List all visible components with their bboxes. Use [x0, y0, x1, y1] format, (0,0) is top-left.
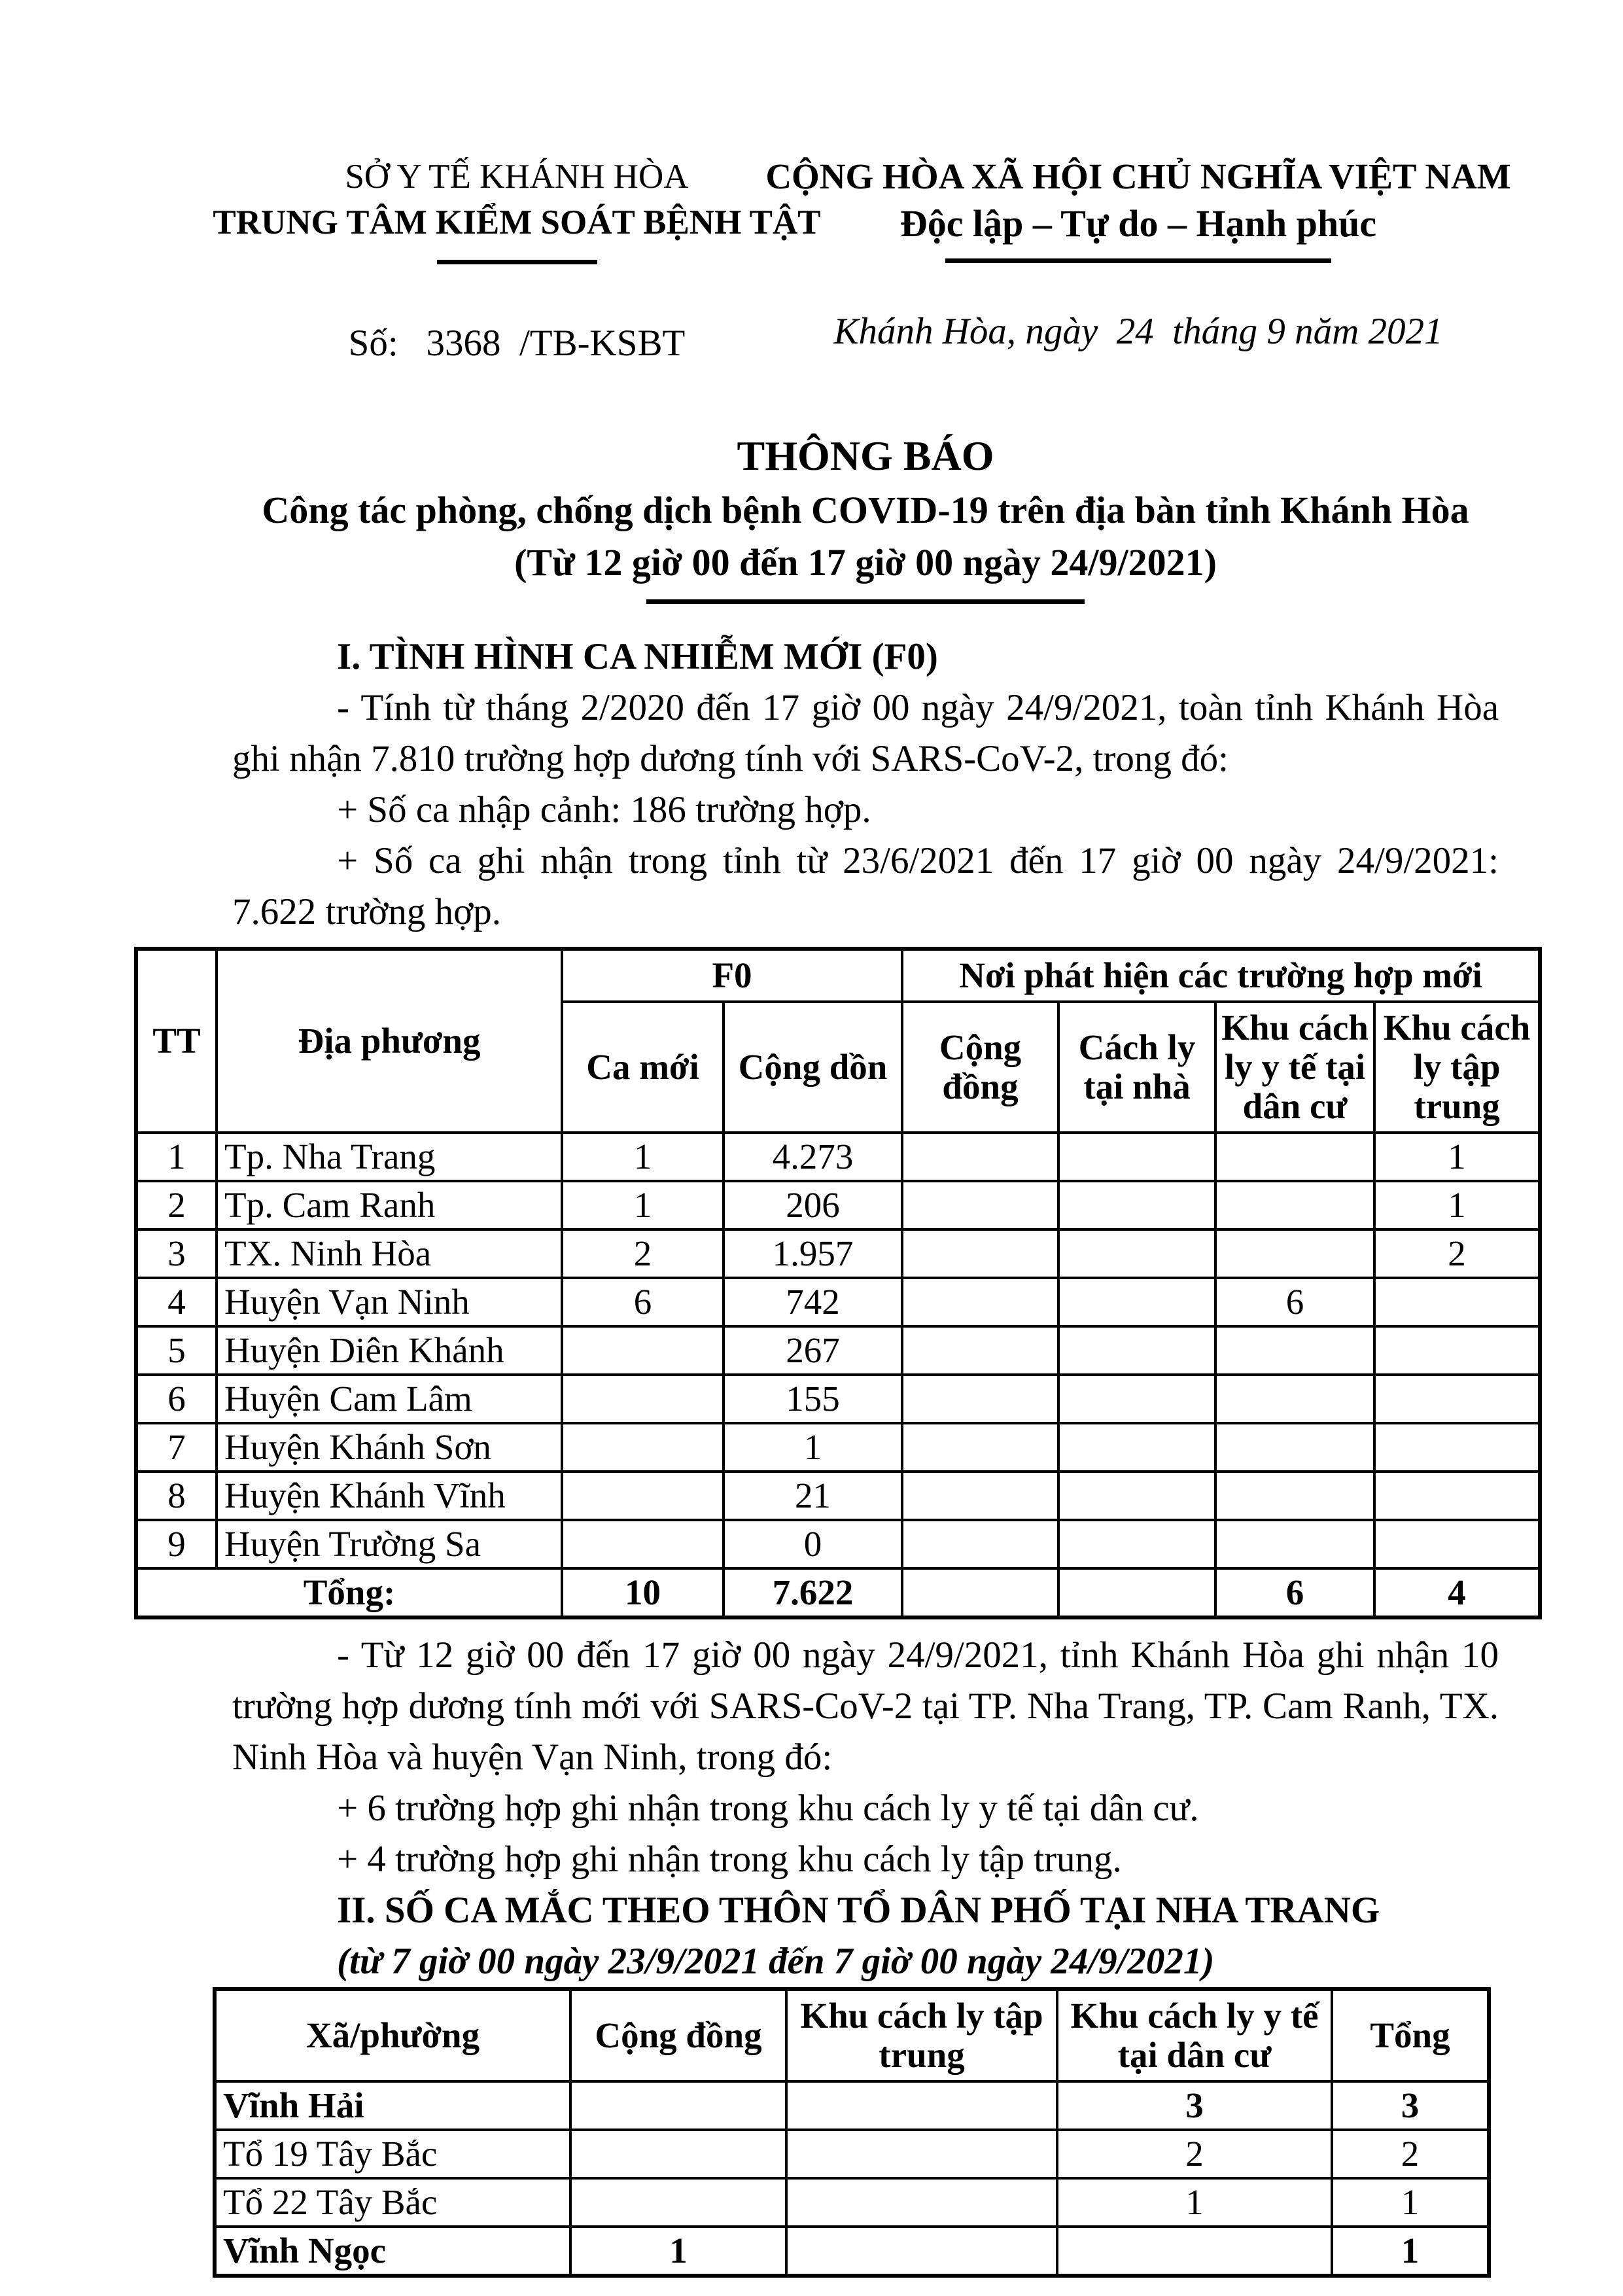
- cell-ca-moi: 6: [562, 1278, 724, 1326]
- cell-cach-ly-tai-nha: [1058, 1375, 1215, 1423]
- cell-cong-don: 1.957: [724, 1229, 902, 1278]
- cell-cong-dong: [902, 1181, 1058, 1229]
- cell-khu-tap-trung: [786, 2130, 1057, 2178]
- cell-ward-name: Tổ 22 Tây Bắc: [215, 2178, 570, 2227]
- cell-khu-y-te: 3: [1057, 2081, 1332, 2130]
- cell-dia-phuong: Tp. Nha Trang: [217, 1133, 562, 1181]
- cell-cong-dong: [902, 1423, 1058, 1472]
- cell-cach-ly-tai-nha: [1058, 1326, 1215, 1375]
- cell-khu-tap-trung: [1374, 1472, 1540, 1520]
- cell-cach-ly-tai-nha: [1058, 1133, 1215, 1181]
- cell-cong-dong: [902, 1472, 1058, 1520]
- table1-total-row: [136, 1568, 1540, 1617]
- column-header-cong-dong: Cộng đồng: [902, 1002, 1058, 1133]
- document-title-block: [232, 428, 1499, 604]
- cell-dia-phuong: Huyện Khánh Vĩnh: [217, 1472, 562, 1520]
- column-header-khu-y-te: Khu cách ly y tế tại dân cư: [1057, 1989, 1332, 2081]
- national-motto-block: [733, 154, 1544, 353]
- cell-cach-ly-tai-nha: [1058, 1278, 1215, 1326]
- cell-cong-dong: [570, 2178, 786, 2227]
- section2-paragraph-3: + 4 trường hợp ghi nhận trong khu cách ly tập trung.: [337, 1839, 1122, 1880]
- cell-tt: 2: [136, 1181, 217, 1229]
- covid-cases-by-locality-table: [134, 947, 1542, 1619]
- cell-tt: 4: [136, 1278, 217, 1326]
- cell-cong-dong: [902, 1133, 1058, 1181]
- cell-khu-tap-trung: 1: [1374, 1181, 1540, 1229]
- cell-khu-tap-trung: 1: [1374, 1133, 1540, 1181]
- cell-khu-tap-trung: [1374, 1326, 1540, 1375]
- cell-cong-dong: [902, 1278, 1058, 1326]
- cell-khu-y-te: 1: [1057, 2178, 1332, 2227]
- column-header-dia-phuong: Địa phương: [217, 949, 562, 1133]
- column-group-f0: F0: [562, 949, 902, 1002]
- cell-ward-name: Tổ 19 Tây Bắc: [215, 2130, 570, 2178]
- cell-ca-moi: [562, 1423, 724, 1472]
- cell-khu-tap-trung: [1374, 1278, 1540, 1326]
- column-group-noi-phat-hien: Nơi phát hiện các trường hợp mới: [902, 949, 1540, 1002]
- place-and-date: Khánh Hòa, ngày 24 tháng 9 năm 2021: [833, 311, 1443, 352]
- cell-tong: 1: [1332, 2227, 1489, 2276]
- covid-cases-by-ward-table: [213, 1987, 1491, 2278]
- cell-tt: 9: [136, 1520, 217, 1568]
- cell-tt: 7: [136, 1423, 217, 1472]
- cell-dia-phuong: Huyện Diên Khánh: [217, 1326, 562, 1375]
- column-header-khu-tap-trung: Khu cách ly tập trung: [786, 1989, 1057, 2081]
- section1: [232, 631, 1499, 938]
- cell-dia-phuong: Tp. Cam Ranh: [217, 1181, 562, 1229]
- document-number: Số: 3368 /TB-KSBT: [348, 323, 686, 364]
- cell-ca-moi: [562, 1326, 724, 1375]
- cell-tt: 8: [136, 1472, 217, 1520]
- cell-dia-phuong: Huyện Vạn Ninh: [217, 1278, 562, 1326]
- cell-total-cong-dong: [902, 1568, 1058, 1617]
- cell-tong: 2: [1332, 2130, 1489, 2178]
- cell-cong-don: 155: [724, 1375, 902, 1423]
- column-header-cong-dong: Cộng đồng: [570, 1989, 786, 2081]
- table-row: [215, 2081, 1489, 2130]
- cell-khu-y-te: [1215, 1326, 1374, 1375]
- column-header-cach-ly-tai-nha: Cách ly tại nhà: [1058, 1002, 1215, 1133]
- cell-khu-y-te: 2: [1057, 2130, 1332, 2178]
- cell-khu-y-te: [1215, 1229, 1374, 1278]
- table-row: [136, 1278, 1540, 1326]
- cell-tt: 3: [136, 1229, 217, 1278]
- cell-cong-dong: [902, 1375, 1058, 1423]
- table-row: [136, 1326, 1540, 1375]
- cell-total-khu-y-te: 6: [1215, 1568, 1374, 1617]
- column-header-khu-cach-ly-tap-trung: Khu cách ly tập trung: [1374, 1002, 1540, 1133]
- table-row: [136, 1520, 1540, 1568]
- cell-khu-y-te: [1057, 2227, 1332, 2276]
- cell-total-cach-ly-tai-nha: [1058, 1568, 1215, 1617]
- cell-khu-y-te: [1215, 1520, 1374, 1568]
- cell-cach-ly-tai-nha: [1058, 1423, 1215, 1472]
- org-name-line1: SỞ Y TẾ KHÁNH HÒA: [345, 158, 689, 196]
- table-row: [136, 1375, 1540, 1423]
- cell-ca-moi: 1: [562, 1133, 724, 1181]
- column-header-xa-phuong: Xã/phường: [215, 1989, 570, 2081]
- cell-dia-phuong: TX. Ninh Hòa: [217, 1229, 562, 1278]
- section1-heading: I. TÌNH HÌNH CA NHIỄM MỚI (F0): [337, 636, 938, 677]
- cell-cong-dong: [570, 2130, 786, 2178]
- table-row: [136, 1181, 1540, 1229]
- cell-tong: 1: [1332, 2178, 1489, 2227]
- section2-paragraph-2: + 6 trường hợp ghi nhận trong khu cách ly y tế tại dân cư.: [337, 1788, 1199, 1829]
- motto-line1: CỘNG HÒA XÃ HỘI CHỦ NGHĨA VIỆT NAM: [765, 156, 1511, 196]
- document-subtitle: Công tác phòng, chống dịch bệnh COVID-19 trên địa bàn tỉnh Khánh Hòa: [262, 489, 1469, 531]
- table-row: [215, 2227, 1489, 2276]
- cell-total-khu-tap-trung: 4: [1374, 1568, 1540, 1617]
- cell-tt: 6: [136, 1375, 217, 1423]
- cell-cong-dong: [570, 2081, 786, 2130]
- cell-tt: 5: [136, 1326, 217, 1375]
- cell-cong-don: 1: [724, 1423, 902, 1472]
- cell-khu-tap-trung: [786, 2081, 1057, 2130]
- column-header-ca-moi: Ca mới: [562, 1002, 724, 1133]
- cell-cong-dong: [902, 1229, 1058, 1278]
- table-row: [136, 1133, 1540, 1181]
- cell-khu-y-te: 6: [1215, 1278, 1374, 1326]
- section1-paragraph-2: + Số ca nhập cảnh: 186 trường hợp.: [337, 789, 871, 830]
- cell-cong-don: 0: [724, 1520, 902, 1568]
- title-underline-divider: [646, 599, 1085, 604]
- cell-cong-don: 21: [724, 1472, 902, 1520]
- cell-khu-tap-trung: [1374, 1423, 1540, 1472]
- cell-khu-tap-trung: [1374, 1375, 1540, 1423]
- section2-paragraph-1: - Từ 12 giờ 00 đến 17 giờ 00 ngày 24/9/2021, tỉnh Khánh Hòa ghi nhận 10 trường hợp dương tính mới với SARS-CoV-2 tại TP. Nha Trang, TP. Cam Ranh, TX. Ninh Hòa và huyện Vạn Ninh, trong đó:: [232, 1634, 1499, 1778]
- table-row: [136, 1229, 1540, 1278]
- cell-ca-moi: [562, 1520, 724, 1568]
- cell-khu-tap-trung: [1374, 1520, 1540, 1568]
- cell-cach-ly-tai-nha: [1058, 1520, 1215, 1568]
- cell-dia-phuong: Huyện Trường Sa: [217, 1520, 562, 1568]
- cell-ca-moi: [562, 1472, 724, 1520]
- cell-khu-y-te: [1215, 1133, 1374, 1181]
- cell-khu-y-te: [1215, 1472, 1374, 1520]
- cell-cong-dong: [902, 1520, 1058, 1568]
- cell-cong-don: 4.273: [724, 1133, 902, 1181]
- cell-tong: 3: [1332, 2081, 1489, 2130]
- table-row: [215, 2130, 1489, 2178]
- cell-dia-phuong: Huyện Cam Lâm: [217, 1375, 562, 1423]
- cell-tt: 1: [136, 1133, 217, 1181]
- cell-ward-name: Vĩnh Ngọc: [215, 2227, 570, 2276]
- cell-ca-moi: 1: [562, 1181, 724, 1229]
- cell-khu-tap-trung: [786, 2227, 1057, 2276]
- table-row: [215, 2178, 1489, 2227]
- cell-cach-ly-tai-nha: [1058, 1472, 1215, 1520]
- section1-paragraph-3: + Số ca ghi nhận trong tỉnh từ 23/6/2021 đến 17 giờ 00 ngày 24/9/2021: 7.622 trường hợp.: [232, 840, 1499, 932]
- cell-cong-dong: [902, 1326, 1058, 1375]
- document-title: THÔNG BÁO: [737, 433, 994, 479]
- section2: [232, 1630, 1499, 1987]
- cell-total-label: Tổng:: [136, 1568, 562, 1617]
- table2-header-row: [215, 1989, 1489, 2081]
- cell-khu-tap-trung: 2: [1374, 1229, 1540, 1278]
- cell-khu-tap-trung: [786, 2178, 1057, 2227]
- org-name-line2: TRUNG TÂM KIỂM SOÁT BỆNH TẬT: [213, 203, 821, 241]
- cell-cong-dong: 1: [570, 2227, 786, 2276]
- section2-subheading: (từ 7 giờ 00 ngày 23/9/2021 đến 7 giờ 00 ngày 24/9/2021): [337, 1941, 1215, 1982]
- section1-paragraph-1: - Tính từ tháng 2/2020 đến 17 giờ 00 ngày 24/9/2021, toàn tỉnh Khánh Hòa ghi nhận 7.810 trường hợp dương tính với SARS-CoV-2, trong đó:: [232, 687, 1499, 779]
- column-header-cong-don: Cộng dồn: [724, 1002, 902, 1133]
- org-underline-divider: [437, 260, 597, 264]
- cell-total-ca-moi: 10: [562, 1568, 724, 1617]
- column-header-khu-cach-ly-y-te: Khu cách ly y tế tại dân cư: [1215, 1002, 1374, 1133]
- cell-cong-don: 742: [724, 1278, 902, 1326]
- cell-khu-y-te: [1215, 1375, 1374, 1423]
- table-row: [136, 1472, 1540, 1520]
- cell-cach-ly-tai-nha: [1058, 1181, 1215, 1229]
- cell-ward-name: Vĩnh Hải: [215, 2081, 570, 2130]
- cell-cach-ly-tai-nha: [1058, 1229, 1215, 1278]
- cell-dia-phuong: Huyện Khánh Sơn: [217, 1423, 562, 1472]
- cell-ca-moi: [562, 1375, 724, 1423]
- document-period: (Từ 12 giờ 00 đến 17 giờ 00 ngày 24/9/2021): [514, 541, 1217, 584]
- cell-total-cong-don: 7.622: [724, 1568, 902, 1617]
- cell-cong-don: 206: [724, 1181, 902, 1229]
- motto-underline-divider: [945, 258, 1331, 263]
- column-header-tong: Tổng: [1332, 1989, 1489, 2081]
- document-header: [134, 154, 1538, 406]
- table-row: [136, 1423, 1540, 1472]
- section2-heading: II. SỐ CA MẮC THEO THÔN TỔ DÂN PHỐ TẠI NHA TRANG: [337, 1890, 1380, 1931]
- motto-line2: Độc lập – Tự do – Hạnh phúc: [899, 202, 1377, 245]
- cell-ca-moi: 2: [562, 1229, 724, 1278]
- cell-khu-y-te: [1215, 1423, 1374, 1472]
- cell-cong-don: 267: [724, 1326, 902, 1375]
- table1-header-row-1: [136, 949, 1540, 1002]
- cell-khu-y-te: [1215, 1181, 1374, 1229]
- column-header-tt: TT: [136, 949, 217, 1133]
